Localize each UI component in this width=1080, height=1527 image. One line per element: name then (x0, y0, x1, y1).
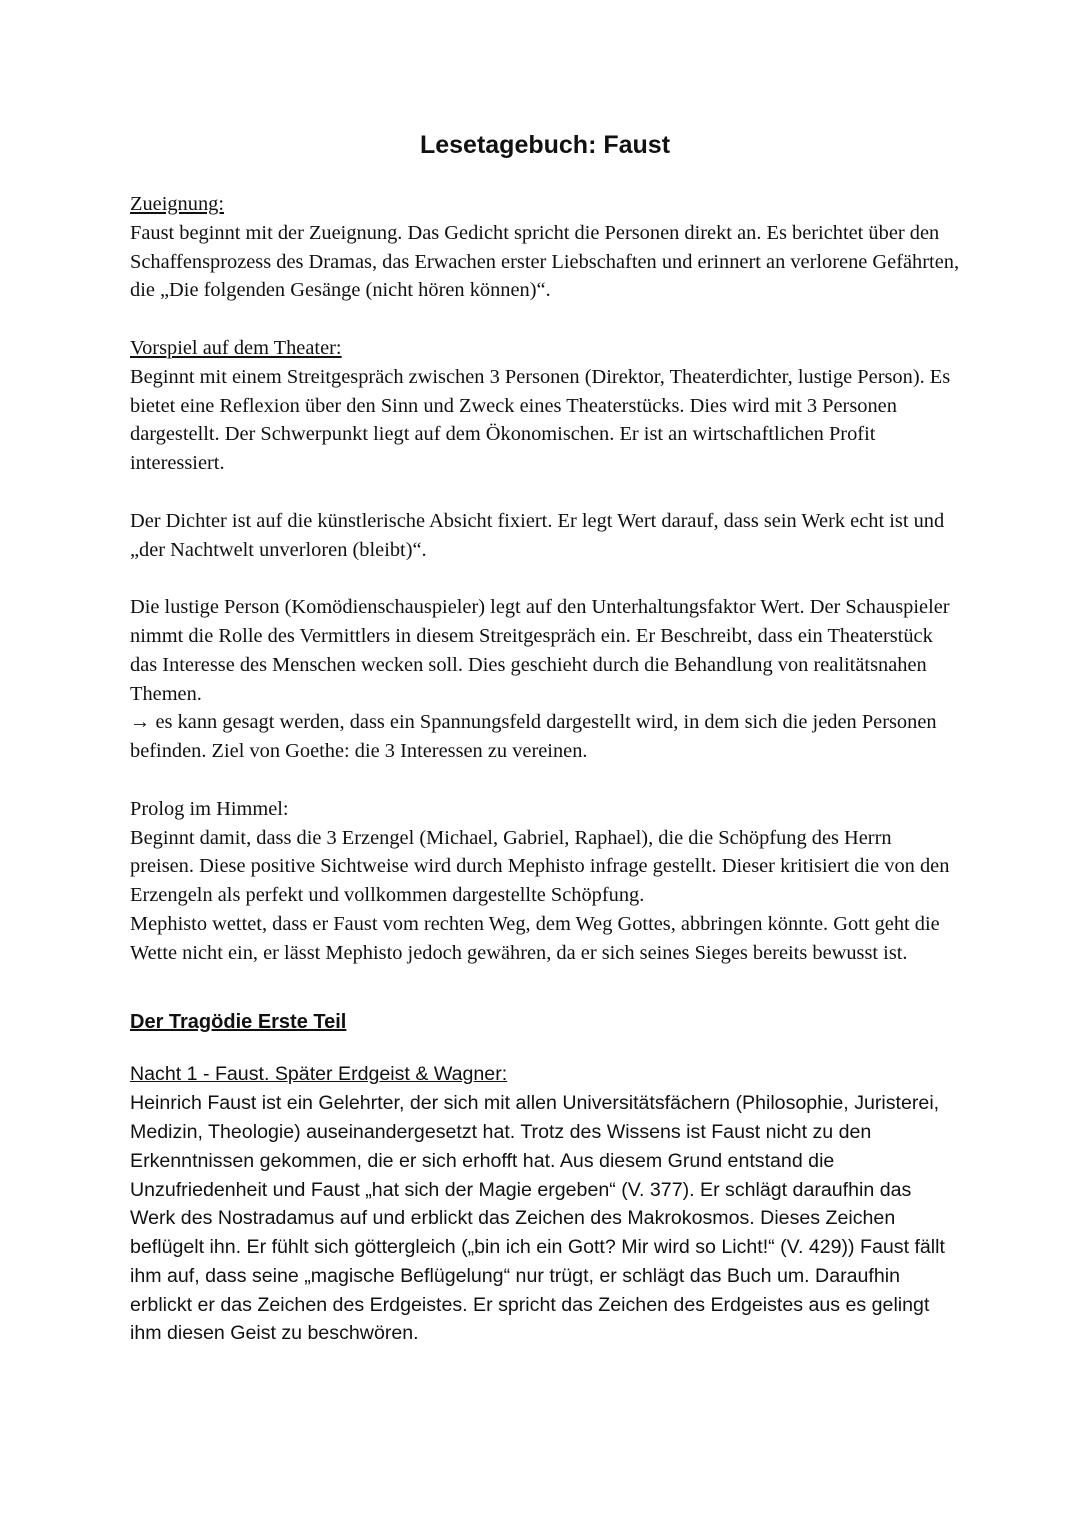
section-zueignung (130, 190, 960, 305)
section-heading: Vorspiel auf dem Theater: (130, 336, 342, 359)
section-heading: Prolog im Himmel: (130, 797, 289, 820)
section-text: Faust beginnt mit der Zueignung. Das Gedicht spricht die Personen direkt an. Es berichtet über den Schaffensprozess des Dramas, das Erwachen erster Liebschaften und erinnert an verlorene Gefährten, die „Die folgenden Gesänge (nicht hören können)“. (130, 221, 960, 302)
conclusion-text: → es kann gesagt werden, dass ein Spannungsfeld dargestellt wird, in dem sich die jeden Personen befinden. Ziel von Goethe: die 3 Interessen zu vereinen. (130, 711, 937, 763)
section-prolog (130, 795, 960, 968)
section-text: Der Dichter ist auf die künstlerische Absicht fixiert. Er legt Wert darauf, dass sein Werk echt ist und „der Nachtwelt unverloren (bleibt)“. (130, 509, 945, 561)
section-teil1 (130, 1008, 960, 1349)
document-page (130, 128, 960, 1348)
section-text: Mephisto wettet, dass er Faust vom rechten Weg, dem Weg Gottes, abbringen könnte. Gott geht die Wette nicht ein, er lässt Mephisto jedoch gewähren, da er sich seines Sieges bereits bewusst ist. (130, 912, 940, 964)
section-heading: Nacht 1 - Faust. Später Erdgeist & Wagner: (130, 1063, 508, 1086)
section-text: Beginnt mit einem Streitgespräch zwischen 3 Personen (Direktor, Theaterdichter, lustige Person). Es bietet eine Reflexion über den Sinn und Zweck eines Theaterstücks. Dies wird mit 3 Personen dargestellt. Der Schwerpunkt liegt auf dem Ökonomischen. Er ist an wirtschaftlichen Profit interessiert. (130, 365, 951, 475)
section-heading: Zueignung: (130, 193, 225, 215)
section-text: Beginnt damit, dass die 3 Erzengel (Michael, Gabriel, Raphael), die die Schöpfung des Herrn preisen. Diese positive Sichtweise wird durch Mephisto infrage gestellt. Dieser kritisiert die von den Erzengeln als perfekt und vollkommen dargestellte Schöpfung. (130, 826, 950, 907)
document-title: Lesetagebuch: Faust (419, 131, 671, 159)
section-text: Die lustige Person (Komödienschauspieler) legt auf den Unterhaltungsfaktor Wert. Der Schauspieler nimmt die Rolle des Vermittlers in diesem Streitgespräch ein. Er Beschreibt, dass ein Theaterstück das Interesse des Menschen wecken soll. Dies geschieht durch die Behandlung von realitätsnahen Themen. (130, 596, 950, 705)
section-text: Heinrich Faust ist ein Gelehrter, der sich mit allen Universitätsfächern (Philosophie, Juristerei, Medizin, Theologie) auseinandergesetzt hat. Trotz des Wissens ist Faust nicht zu den Erkenntnissen gekommen, die er sich erhofft hat. Aus diesem Grund entstand die Unzufriedenheit und Faust „hat sich der Magie ergeben“ (V. 377). Er schlägt daraufhin das Werk des Nostradamus auf und erblickt das Zeichen des Makrokosmos. Dieses Zeichen beflügelt ihn. Er fühlt sich göttergleich („bin ich ein Gott? Mir wird so Licht!“ (V. 429)) Faust fällt ihm auf, dass seine „magische Beflügelung“ nur trügt, er schlägt das Buch um. Daraufhin erblickt er das Zeichen des Erdgeistes. Er spricht das Zeichen des Erdgeistes aus es gelingt ihm diesen Geist zu beschwören. (130, 1092, 945, 1345)
section-vorspiel (130, 334, 960, 766)
part-heading: Der Tragödie Erste Teil (130, 1010, 347, 1033)
